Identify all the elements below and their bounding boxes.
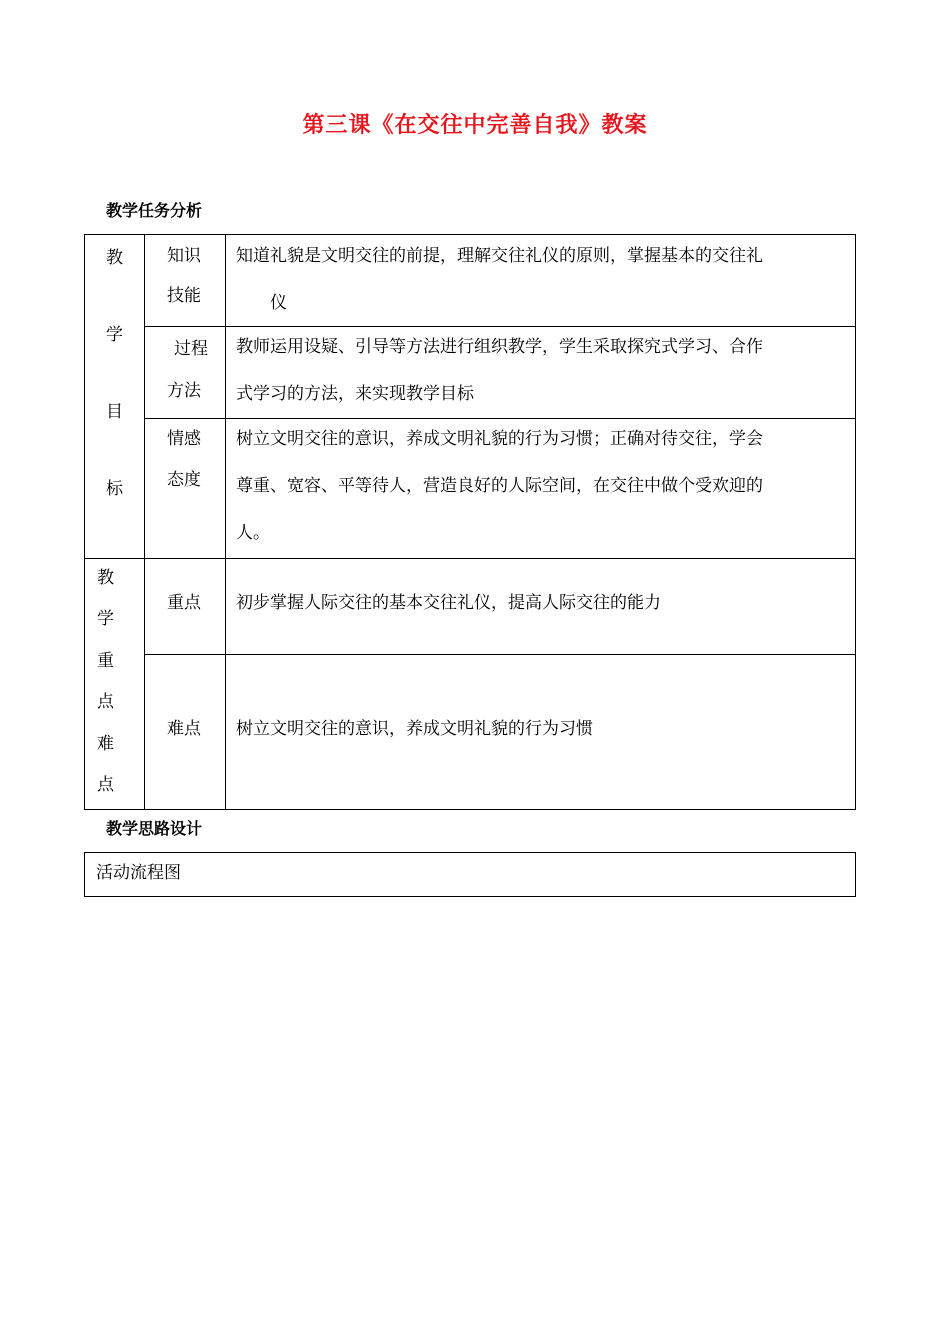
goal-group-char: 目	[106, 402, 123, 422]
row-content-line: 树立文明交往的意识，养成文明礼貌的行为习惯	[236, 719, 593, 739]
row-content-line: 仪	[270, 293, 287, 313]
row-content-line: 初步掌握人际交往的基本交往礼仪，提高人际交往的能力	[236, 593, 661, 613]
row-content-line: 式学习的方法，来实现教学目标	[236, 384, 474, 404]
focus-group-char: 难	[97, 734, 114, 754]
flowchart-label: 活动流程图	[96, 863, 181, 883]
section-heading-task-analysis: 教学任务分析	[106, 201, 203, 220]
row-label: 态度	[167, 470, 201, 490]
document-title: 第三课《在交往中完善自我》教案	[302, 113, 648, 138]
row-content-line: 人。	[236, 523, 270, 543]
row-label: 难点	[167, 719, 201, 739]
row-content-line: 教师运用设疑、引导等方法进行组织教学，学生采取探究式学习、合作	[236, 337, 763, 357]
activity-flowchart-box	[84, 852, 856, 897]
section-heading-teaching-design: 教学思路设计	[106, 819, 203, 838]
row-content-line: 知道礼貌是文明交往的前提，理解交往礼仪的原则，掌握基本的交往礼	[236, 246, 763, 266]
row-label: 情感	[167, 429, 201, 449]
row-content-line: 尊重、宽容、平等待人，营造良好的人际空间，在交往中做个受欢迎的	[236, 476, 763, 496]
focus-group-char: 学	[97, 609, 114, 629]
row-label: 知识	[167, 246, 201, 266]
row-label: 过程	[174, 339, 208, 359]
row-label: 方法	[167, 381, 201, 401]
goal-group-char: 教	[106, 248, 123, 268]
goal-group-char: 学	[106, 325, 123, 345]
row-label: 重点	[167, 593, 201, 613]
goal-group-char: 标	[106, 479, 123, 499]
row-content-line: 树立文明交往的意识，养成文明礼貌的行为习惯；正确对待交往，学会	[236, 429, 763, 449]
row-label: 技能	[167, 286, 201, 306]
focus-group-char: 教	[97, 568, 114, 588]
key-difficult-group-cell	[84, 558, 145, 810]
focus-group-char: 重	[97, 651, 114, 671]
focus-group-char: 点	[97, 775, 114, 795]
focus-group-char: 点	[97, 692, 114, 712]
